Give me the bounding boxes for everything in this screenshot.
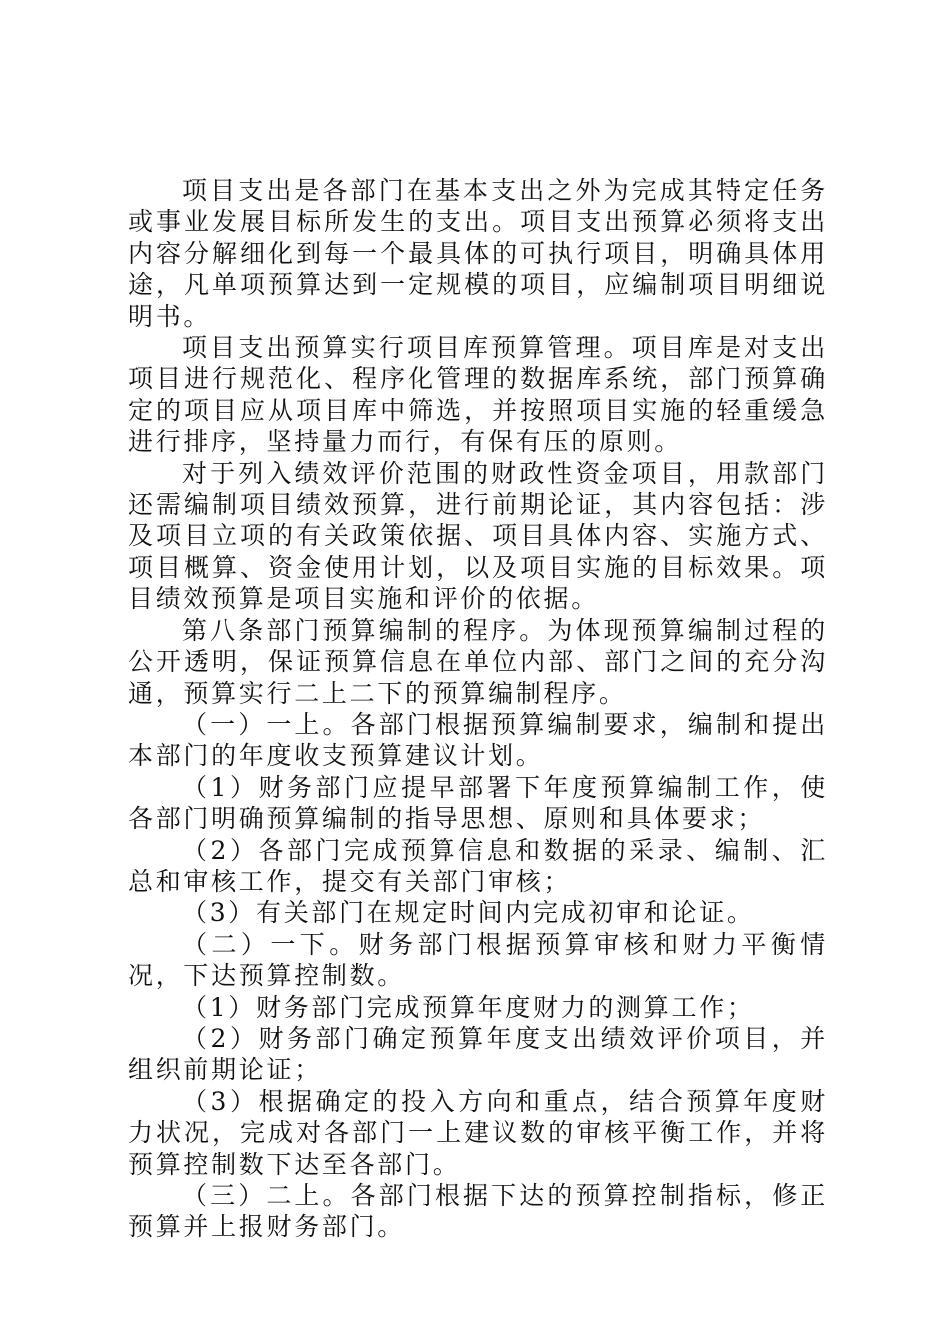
paragraph: 第八条部门预算编制的程序。为体现预算编制过程的公开透明，保证预算信息在单位内部、部门之间的充分沟通，预算实行二上二下的预算编制程序。 — [128, 615, 828, 708]
paragraph: （一）一上。各部门根据预算编制要求，编制和提出本部门的年度收支预算建议计划。 — [128, 709, 828, 771]
paragraph: （3）根据确定的投入方向和重点，结合预算年度财力状况，完成对各部门一上建议数的审核平衡工作，并将预算控制数下达至各部门。 — [128, 1086, 828, 1179]
paragraph: （1）财务部门完成预算年度财力的测算工作； — [182, 992, 755, 1022]
paragraph: （二）一下。财务部门根据预算审核和财力平衡情况，下达预算控制数。 — [128, 929, 828, 991]
paragraph: （3）有关部门在规定时间内完成初审和论证。 — [182, 898, 755, 928]
paragraph: 对于列入绩效评价范围的财政性资金项目，用款部门还需编制项目绩效预算，进行前期论证，其内容包括：涉及项目立项的有关政策依据、项目具体内容、实施方式、项目概算、资金使用计划，以及项目实施的目标效果。项目绩效预算是项目实施和评价的依据。 — [128, 458, 828, 614]
paragraph: 项目支出预算实行项目库预算管理。项目库是对支出项目进行规范化、程序化管理的数据库系统，部门预算确定的项目应从项目库中筛选，并按照项目实施的轻重缓急进行排序，坚持量力而行，有保有压的原则。 — [128, 333, 828, 457]
paragraph: （2）各部门完成预算信息和数据的采录、编制、汇总和审核工作，提交有关部门审核； — [128, 835, 828, 896]
document-body — [128, 175, 828, 1243]
paragraph: （1）财务部门应提早部署下年度预算编制工作，使各部门明确预算编制的指导思想、原则和具体要求； — [128, 772, 828, 834]
paragraph: 项目支出是各部门在基本支出之外为完成其特定任务或事业发展目标所发生的支出。项目支出预算必须将支出内容分解细化到每一个最具体的可执行项目，明确具体用途，凡单项预算达到一定规模的项目，应编制项目明细说明书。 — [128, 176, 828, 331]
paragraph: （2）财务部门确定预算年度支出绩效评价项目，并组织前期论证； — [128, 1023, 828, 1085]
paragraph: （三）二上。各部门根据下达的预算控制指标，修正预算并上报财务部门。 — [128, 1181, 828, 1242]
